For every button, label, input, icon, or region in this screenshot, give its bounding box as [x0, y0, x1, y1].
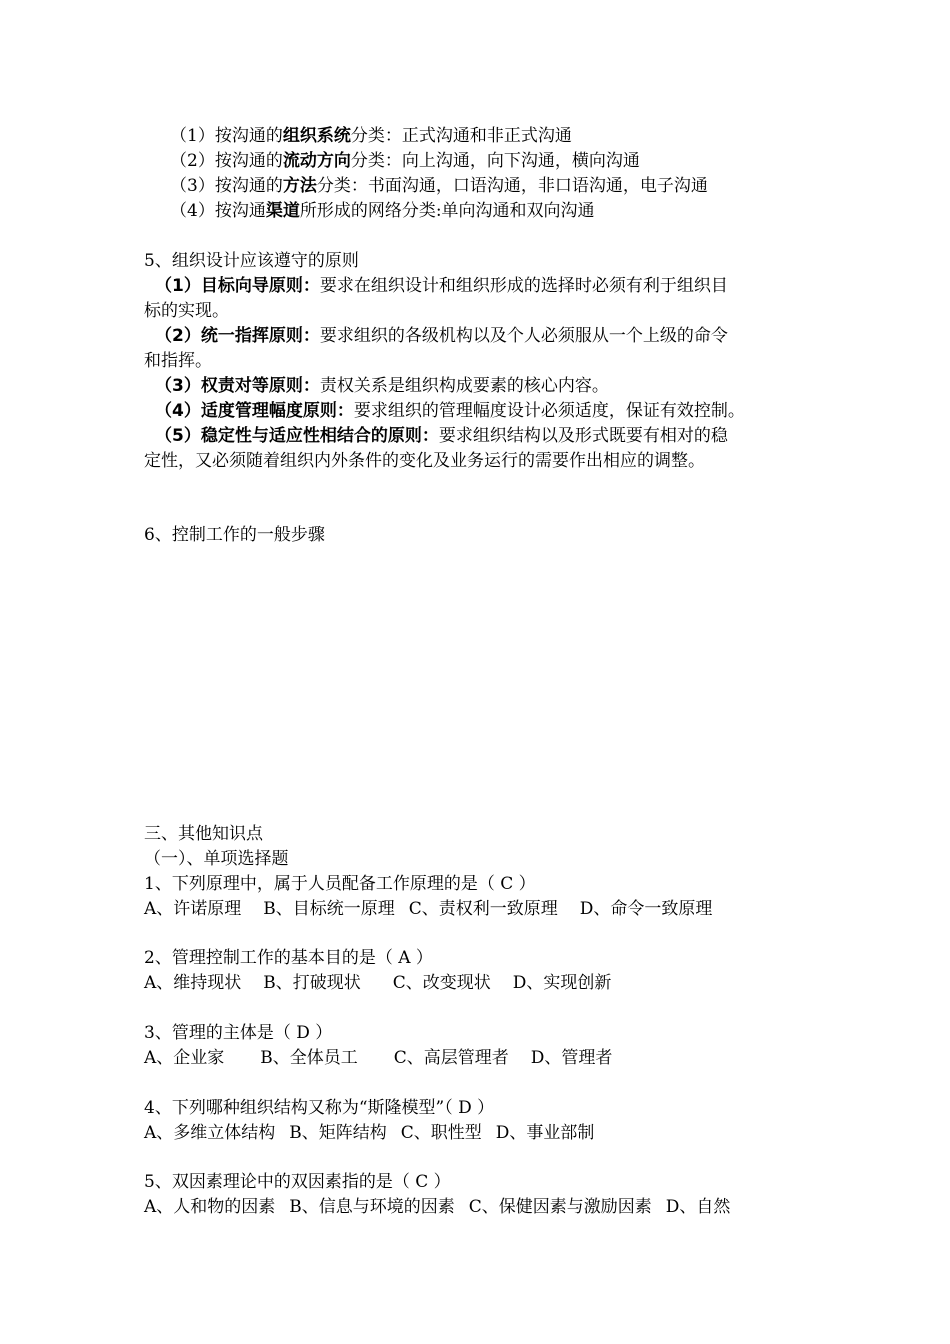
option: A、人和物的因素: [144, 1197, 276, 1217]
option: A、维持现状: [144, 973, 242, 993]
question-1-options: [144, 897, 712, 922]
principle-2-label: （2）统一指挥原则：: [155, 326, 320, 346]
principle-2: [155, 324, 728, 349]
principle-3-text: 责权关系是组织构成要素的核心内容。: [319, 376, 609, 396]
principle-4-label: （4）适度管理幅度原则：: [155, 401, 354, 421]
question-3: 3、管理的主体是（ D ）: [144, 1023, 333, 1043]
section-3-title: 三、其他知识点: [144, 824, 263, 844]
comm-1-post: 分类：正式沟通和非正式沟通: [350, 126, 572, 146]
option: B、打破现状: [263, 973, 361, 993]
question-5-options: [144, 1195, 730, 1220]
option: C、保健因素与激励因素: [468, 1197, 652, 1217]
question-4-options: [144, 1121, 594, 1146]
option: C、高层管理者: [393, 1048, 509, 1068]
principle-1-label: （1）目标向导原则：: [155, 276, 320, 296]
option: D、命令一致原理: [579, 899, 713, 919]
option: C、责权利一致原理: [408, 899, 558, 919]
comm-3-post: 分类：书面沟通，口语沟通，非口语沟通，电子沟通: [316, 176, 708, 196]
section-6-title: 6、控制工作的一般步骤: [144, 525, 325, 545]
principle-5-cont: 定性，又必须随着组织内外条件的变化及业务运行的需要作出相应的调整。: [144, 451, 705, 471]
option: C、职性型: [400, 1123, 482, 1143]
option: B、全体员工: [260, 1048, 358, 1068]
question-3-options: [144, 1046, 612, 1071]
option: B、目标统一原理: [263, 899, 395, 919]
comm-1-pre: （1）按沟通的: [170, 126, 283, 146]
principle-1-cont: 标的实现。: [144, 301, 229, 321]
principle-2-text: 要求组织的各级机构以及个人必须服从一个上级的命令: [319, 326, 728, 346]
principle-1: [155, 274, 728, 299]
question-2: 2、管理控制工作的基本目的是（ A ）: [144, 948, 433, 968]
comm-2-bold: 流动方向: [282, 151, 351, 171]
comm-3-pre: （3）按沟通的: [170, 176, 283, 196]
option: D、事业部制: [495, 1123, 595, 1143]
principle-5: [155, 424, 728, 449]
single-choice-heading: （一）、单项选择题: [144, 849, 289, 869]
option: D、管理者: [530, 1048, 613, 1068]
principle-1-text: 要求在组织设计和组织形成的选择时必须有利于组织目: [319, 276, 728, 296]
question-2-options: [144, 971, 611, 996]
principle-5-label: （5）稳定性与适应性相结合的原则：: [155, 426, 439, 446]
principle-4-text: 要求组织的管理幅度设计必须适度，保证有效控制。: [353, 401, 745, 421]
comm-1-bold: 组织系统: [282, 126, 351, 146]
question-4: 4、下列哪种组织结构又称为“斯隆模型”（ D ）: [144, 1098, 495, 1118]
comm-line-3: [170, 174, 708, 199]
option: A、企业家: [144, 1048, 225, 1068]
principle-5-text: 要求组织结构以及形式既要有相对的稳: [438, 426, 728, 446]
option: D、实现创新: [512, 973, 612, 993]
comm-line-2: [170, 149, 640, 174]
comm-line-4: [170, 199, 595, 224]
option: A、多维立体结构: [144, 1123, 276, 1143]
option: B、矩阵结构: [289, 1123, 387, 1143]
principle-4: [155, 399, 745, 424]
comm-2-pre: （2）按沟通的: [170, 151, 283, 171]
option: D、自然: [665, 1197, 731, 1217]
principle-3: [155, 374, 609, 399]
question-5: 5、双因素理论中的双因素指的是（ C ）: [144, 1172, 451, 1192]
comm-4-pre: （4）按沟通: [170, 201, 266, 221]
option: B、信息与环境的因素: [289, 1197, 455, 1217]
comm-2-post: 分类：向上沟通，向下沟通，横向沟通: [350, 151, 640, 171]
comm-4-post: 所形成的网络分类:单向沟通和双向沟通: [299, 201, 595, 221]
comm-line-1: [170, 124, 572, 149]
principle-3-label: （3）权责对等原则：: [155, 376, 320, 396]
principle-2-cont: 和指挥。: [144, 351, 212, 371]
comm-4-bold: 渠道: [265, 201, 300, 221]
comm-3-bold: 方法: [282, 176, 317, 196]
option: C、改变现状: [392, 973, 491, 993]
option: A、许诺原理: [144, 899, 242, 919]
question-1: 1、下列原理中，属于人员配备工作原理的是（ C ）: [144, 874, 536, 894]
section-5-title: 5、组织设计应该遵守的原则: [144, 251, 359, 271]
